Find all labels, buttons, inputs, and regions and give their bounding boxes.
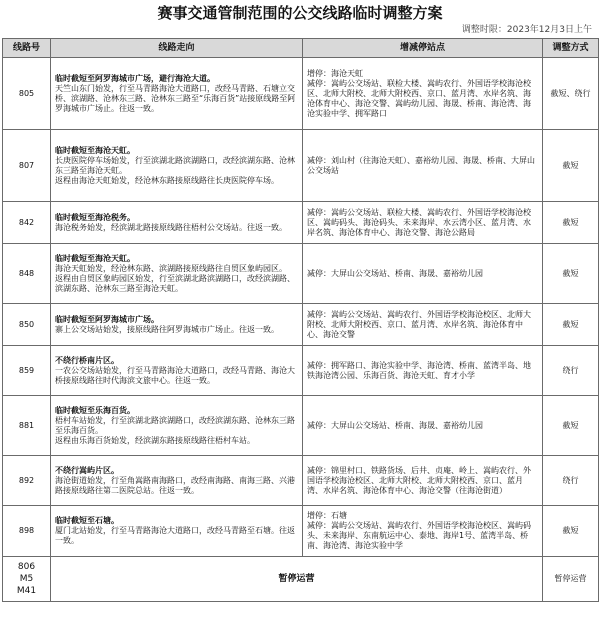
mode-cell: 绕行 [543,346,599,396]
stops-cell: 增停：石塘 减停：嵩屿公交场站、嵩屿农行、外国语学校海沧校区、嵩屿码头、未来海岸、东南航运中心、泰地、海岸1号、蓝湾半岛、桥南、海沧湾、海沧实验中学 [303,506,543,557]
stops-cell: 减停：大屏山公交场站、桥南、海晟、嘉裕幼儿园 [303,244,543,304]
route-cell [51,244,303,304]
stops-cell: 减停：嵩屿公交场站、联检大楼、嵩屿农行、外国语学校海沧校区、嵩屿码头、海沧码头、未来海岸、水云湾小区、蓝月湾、水岸名筑、海沧体育中心、海沧交警、海沧公路局 [303,202,543,244]
mode-cell: 截短 [543,244,599,304]
route-cell [51,346,303,396]
route-cell [51,506,303,557]
route-body: 寨上公交场站始发，接原线路往阿罗海城市广场止。往返一致。 [55,324,279,334]
table-row [3,244,599,304]
route-head: 临时截短至石塘。 [55,516,119,525]
table-row [3,456,599,506]
mode-cell: 截短 [543,202,599,244]
route-body: 海沧天虹始发，经沧林东路、滨湖路接原线路往自贸区象屿园区。 返程由自贸区象屿园区始发，行至滨湖北路滨湖路口，改经滨湖路、滨湖东路、沧林东三路至海沧天虹。 [55,263,295,293]
route-head: 临时截短至海沧天虹。 [55,145,135,155]
route-cell [51,396,303,456]
route-head: 不绕行嵩屿片区。 [55,465,119,475]
route-body: 天竺山东门始发，行至马青路海沧大道路口，改经马青路、石塘立交桥、滨湖路、沧林东三路、沧林东三路至“乐海百货”站接原线路至阿罗海城市广场止。往返一致。 [55,83,296,113]
header-line: 线路号 [3,39,51,58]
line-number: 881 [3,396,51,456]
stops-cell: 减停：大屏山公交场站、桥南、海晟、嘉裕幼儿园 [303,396,543,456]
stops-cell: 减停：嵩屿公交场站、嵩屿农行、外国语学校海沧校区、北师大附校、北师大附校西、京口、蓝月湾、水岸名筑、海沧体育中心、海沧交警 [303,304,543,346]
page-title: 赛事交通管制范围的公交线路临时调整方案 [157,4,443,22]
route-body: 海沧街道始发，行至角嵩路南海路口，改经南海路、南海三路、兴港路接原线路往第二医院总站。往返一致。 [55,475,295,495]
table-row [3,130,599,202]
table-row [3,346,599,396]
mode-cell: 截短 [543,396,599,456]
route-cell [51,58,303,130]
suspended-mode: 暂停运营 [543,557,599,602]
table-row [3,506,599,557]
header-route: 线路走向 [51,39,303,58]
line-number: 805 [3,58,51,130]
route-head: 临时截短至阿罗海城市广场，避行海沧大道。 [55,73,215,83]
stops-cell: 减停：刘山村（往海沧天虹）、嘉裕幼儿园、海晟、桥南、大屏山公交场站 [303,130,543,202]
mode-cell: 截短、绕行 [543,58,599,130]
line-number: 859 [3,346,51,396]
table-row-suspended [3,557,599,602]
line-number: 898 [3,506,51,557]
route-body: 海沧税务始发，经滨湖北路接原线路往梧村公交场站。往返一致。 [55,222,287,232]
table-row [3,58,599,130]
mode-cell: 截短 [543,506,599,557]
route-head: 临时截短至海沧天虹。 [55,253,135,263]
route-body: 厦门北站始发，行至马青路海沧大道路口，改经马青路至石塘。往返一致。 [55,526,295,545]
table-header-row [3,39,599,58]
line-number: 850 [3,304,51,346]
route-cell [51,456,303,506]
suspended-line-numbers: 806 M5 M41 [3,557,51,602]
header-mode: 调整方式 [543,39,599,58]
route-body: 长庚医院停车场始发，行至滨湖北路滨湖路口，改经滨湖东路、沧林东三路至海沧天虹。 返程由海沧天虹始发，经沧林东路接原线路往长庚医院停车场。 [55,155,295,185]
route-cell [51,304,303,346]
suspended-label: 暂停运营 [51,557,543,602]
route-head: 临时截短至乐海百货。 [55,405,135,415]
stops-cell: 减停：拥军路口、海沧实验中学、海沧湾、桥南、蓝湾半岛、地铁海沧湾公园、乐海百货、海沧天虹、育才小学 [303,346,543,396]
stops-cell: 增停：海沧天虹 减停：嵩屿公交场站、联检大楼、嵩屿农行、外国语学校海沧校区、北师大附校、北师大附校西、京口、蓝月湾、水岸名筑、海沧体育中心、海沧交警、嵩屿幼儿园、海晟、桥南、海沧湾、海沧实验中学、拥军路口 [303,58,543,130]
line-number: 807 [3,130,51,202]
mode-cell: 截短 [543,304,599,346]
route-body: 梧村车站始发，行至滨湖北路滨湖路口，改经滨湖东路、沧林东三路至乐海百货。 返程由乐海百货始发，经滨湖东路接原线路往梧村车站。 [55,415,295,445]
table-row [3,202,599,244]
mode-cell: 截短 [543,130,599,202]
line-number: 842 [3,202,51,244]
mode-cell: 绕行 [543,456,599,506]
route-cell [51,202,303,244]
adjust-time: 调整时限：2023年12月3日上午 [461,25,592,35]
route-body: 一农公交场站始发，行至马青路海沧大道路口，改经马青路、海沧大桥接原线路往时代海滨文旅中心。往返一致。 [55,365,295,385]
header-stops: 增减停站点 [303,39,543,58]
route-head: 临时截短至海沧税务。 [55,212,135,222]
stops-cell: 减停：锦里村口、铁路货场、后井、贞庵、岭上、嵩屿农行、外国语学校海沧校区、北师大附校、北师大附校西、京口、蓝月湾、水岸名筑、海沧体育中心、海沧交警（往海沧街道） [303,456,543,506]
line-number: 892 [3,456,51,506]
route-adjust-table [2,38,599,602]
route-head: 不绕行桥南片区。 [55,355,119,365]
table-row [3,396,599,456]
route-head: 临时截短至阿罗海城市广场。 [55,314,159,324]
table-row [3,304,599,346]
line-number: 848 [3,244,51,304]
route-cell [51,130,303,202]
